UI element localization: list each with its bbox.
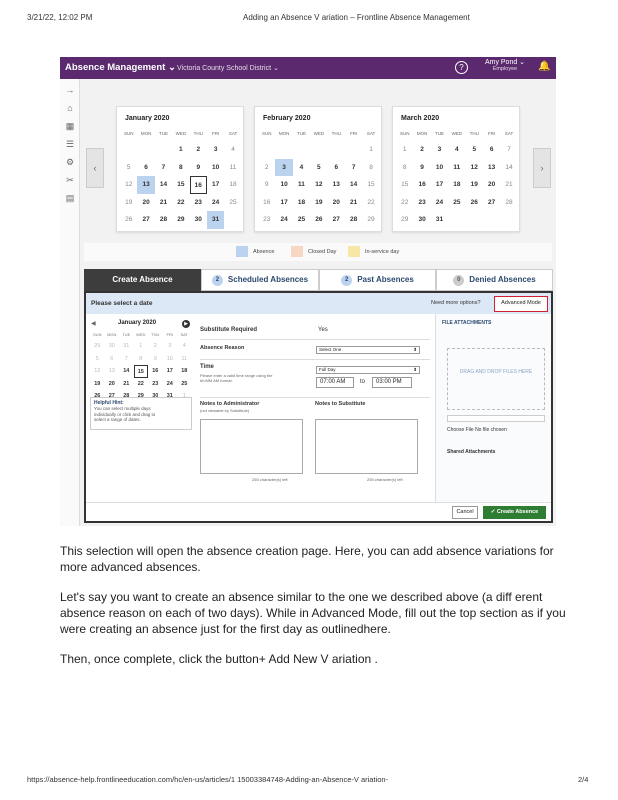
calendar-day[interactable]: 16 [263,198,271,206]
advanced-mode-button[interactable]: Advanced Mode [494,296,548,312]
time-to-label: to [360,379,366,385]
tab-create-absence[interactable] [84,269,201,291]
legend-absence [236,246,274,257]
weekday-label: SUN [261,131,272,136]
calendar-day[interactable]: 8 [179,163,183,171]
mini-calendar-day[interactable]: 7 [124,355,128,362]
mini-weekday-row [90,332,192,337]
weekday-label: TUE [434,131,444,136]
weekday-label: FRI [488,131,496,136]
mini-calendar-day[interactable]: 1 [182,393,186,399]
weekday-label: MON [416,131,428,136]
calendar-day[interactable]: 27 [142,216,150,224]
calendar-day[interactable]: 15 [367,181,375,189]
calendar-day[interactable]: 4 [299,163,304,171]
calendar-day[interactable]: 12 [315,181,323,189]
calendar-day[interactable]: 10 [212,163,220,171]
calendar-day[interactable]: 6 [489,146,494,153]
end-time-input[interactable]: 03:00 PM [372,377,412,388]
home-icon[interactable]: ⌂ [67,103,73,113]
mini-calendar-day[interactable]: 26 [94,393,101,399]
print-date: 3/21/22, 12:02 PM [27,13,93,22]
calendar-day[interactable]: 14 [159,181,168,189]
calendar-day[interactable]: 23 [263,216,271,224]
calendar-day[interactable]: 7 [351,163,356,171]
calendar-day[interactable]: 5 [126,163,131,171]
action-buttons [86,502,551,521]
calendar-day[interactable]: 26 [125,216,133,224]
mini-calendar-day[interactable]: 2 [153,343,157,349]
mini-calendar-day[interactable]: 24 [166,380,173,387]
calendar-day[interactable]: 17 [212,181,220,189]
calendar-day[interactable]: 13 [137,176,154,194]
calendar-day[interactable]: 18 [453,181,461,189]
divider [200,397,430,398]
calendar-day[interactable]: 1 [402,146,407,153]
calendar-day[interactable]: 11 [229,163,237,171]
mini-calendar-day[interactable]: 25 [181,380,188,387]
mini-calendar-day[interactable]: 10 [166,355,173,362]
month-title: March 2020 [401,115,440,122]
helpful-hint [90,397,192,430]
mini-next-icon[interactable]: ▶ [182,320,190,328]
calendar-day[interactable]: 28 [159,216,168,224]
file-attachments [435,314,551,502]
calendar-day[interactable]: 29 [401,216,409,224]
notes-admin-chars-left: 255 character(s) left [252,477,288,482]
legend-swatch-in-service [348,246,360,257]
calendar-day[interactable]: 19 [125,198,133,206]
calendar-day[interactable]: 19 [470,181,478,189]
day-grid [120,141,242,229]
calendar-day[interactable]: 15 [401,181,409,189]
calendar-day[interactable]: 20 [488,181,496,189]
calendar-day[interactable]: 30 [418,216,426,224]
tab-count-badge: 2 [212,275,223,286]
reason-select[interactable] [316,346,420,354]
select-date-label: Please select a date [91,300,153,307]
calendar-day[interactable]: 27 [488,198,496,206]
mini-calendar-day[interactable]: 18 [181,368,188,374]
weekday-label: WED [313,131,325,136]
notes-admin-label: Notes to Administrator [200,401,260,407]
mini-calendar-day[interactable]: 31 [123,343,130,349]
mini-calendar-day[interactable]: 20 [108,380,115,387]
settings-icon[interactable]: ⚙ [65,157,75,167]
calendar-day[interactable]: 14 [350,181,358,189]
mini-calendar-day[interactable]: 8 [139,355,143,362]
month-title: February 2020 [263,115,311,122]
day-grid [258,141,380,229]
start-time-input[interactable]: 07:00 AM [316,377,354,388]
calendar-day[interactable]: 27 [332,216,340,224]
calendar-day[interactable]: 14 [505,163,513,171]
legend-closed-day [291,246,336,257]
calendar-day[interactable]: 6 [334,163,339,171]
tab-scheduled-absences[interactable] [201,269,319,291]
mini-calendar-day[interactable]: 5 [95,355,99,362]
time-type-value: Full Day [319,367,336,372]
upload-progress-bar [447,415,545,422]
page-number: 2/4 [578,775,589,784]
mini-calendar-day[interactable]: 14 [123,368,130,374]
calendar-day[interactable]: 9 [196,163,201,171]
calendar-day[interactable]: 13 [488,163,496,171]
time-help: Please enter a valid time range using the hh:MM AM format. [200,373,273,383]
calendar-day[interactable]: 23 [194,198,202,206]
mini-calendar-day[interactable]: 6 [110,355,114,362]
mini-calendar-day[interactable]: 31 [166,393,173,399]
weekday-label: MON [140,131,152,136]
calendar-day[interactable]: 19 [315,198,323,206]
mini-calendar-header [88,320,192,330]
reports-icon[interactable]: ▤ [65,193,75,203]
notes-admin-sub: (not viewable by Substitute) [200,408,250,413]
calendar-day[interactable]: 25 [297,216,306,224]
weekday-label: THU [193,131,203,136]
calendar-day[interactable]: 26 [470,198,478,206]
calendar-day[interactable]: 18 [229,181,237,189]
calendar-day[interactable]: 22 [177,198,185,206]
mini-calendar-day[interactable]: 30 [108,343,115,349]
weekday-label: WED [451,131,463,136]
mini-calendar-day[interactable]: 16 [152,368,159,374]
reason-label: Absence Reason [200,345,245,351]
weekday-label: SAT [504,131,514,136]
page-header [0,13,618,25]
weekday-label: THU [469,131,479,136]
notes-sub-chars-left: 255 character(s) left [367,477,403,482]
calendar-day[interactable]: 10 [280,181,288,189]
legend-in-service-day [348,246,399,257]
calendar-day[interactable]: 21 [159,198,168,206]
notes-sub-label: Notes to Substitute [315,401,366,407]
calendar-day[interactable]: 2 [264,163,269,171]
body-paragraph-3: Then, once complete, click the button+ Add New V ariation . [60,652,378,666]
weekday-label: SAT [228,131,238,136]
mini-calendar-day[interactable]: 1 [139,343,143,349]
time-type-select[interactable] [316,366,420,374]
select-arrows-icon: ⬍ [413,367,417,372]
calendar-day[interactable]: 20 [332,198,340,206]
month-calendar-january [116,106,244,232]
cancel-button[interactable]: Cancel [452,506,478,519]
weekday-row [120,131,242,136]
weekday-label: WED [136,332,146,337]
legend-label: In-service day [365,248,400,255]
create-absence-panel [84,291,553,523]
mini-calendar-day[interactable]: 4 [182,343,186,349]
notes-sub-textarea[interactable] [315,419,418,474]
mini-calendar-day[interactable]: 11 [181,355,188,362]
calendar-day[interactable]: 5 [317,163,321,171]
calendar-day[interactable]: 9 [420,163,424,171]
hint-title: Helpful Hint: [94,400,124,406]
exit-icon[interactable]: → [65,85,75,95]
weekday-label: FRI [350,131,358,136]
weekday-label: MON [107,332,117,337]
calendar-day[interactable]: 25 [229,198,237,206]
print-title: Adding an Absence V ariation – Frontline Absence Management [243,13,470,22]
day-grid [396,141,518,229]
calendar-day[interactable]: 16 [418,181,426,189]
divider [200,339,430,340]
tab-label: Denied Absences [469,275,536,284]
calendar-day[interactable]: 12 [470,163,478,171]
messages-icon[interactable]: ☰ [65,139,75,149]
calendar-day[interactable]: 24 [435,198,444,206]
weekday-label: SAT [180,332,188,337]
mini-calendar-day[interactable]: 22 [137,380,144,387]
calendar-day[interactable]: 24 [280,216,288,224]
mini-calendar-day[interactable]: 27 [108,393,115,399]
help-icon[interactable]: ? [455,61,468,74]
calendar-day[interactable]: 11 [298,181,305,189]
create-absence-button[interactable]: ✓ Create Absence [483,506,546,519]
tab-count-badge: 0 [453,275,464,286]
calendar-day[interactable]: 24 [212,198,220,206]
tab-past-absences[interactable] [319,269,436,291]
mini-calendar-day[interactable]: 23 [152,380,159,387]
next-months-button[interactable]: › [533,148,551,188]
weekday-label: MON [278,131,290,136]
calendar-day[interactable]: 31 [435,216,444,224]
user-role: Employee [492,66,518,72]
notes-admin-textarea[interactable] [200,419,303,474]
prev-months-button[interactable]: ‹ [86,148,104,188]
calendar-legend [84,243,552,261]
calendar-day[interactable]: 22 [401,198,409,206]
tab-denied-absences[interactable] [436,269,553,291]
calendar-day[interactable]: 31 [207,211,224,229]
district-selector[interactable]: Victoria County School District ⌄ [177,65,279,72]
month-calendar-march [392,106,520,232]
footer-url: https://absence-help.frontlineeducation.com/hc/en-us/articles/1 15003384748-Adding-an-Absence-V ariation- [27,775,389,784]
calendar-day[interactable]: 21 [505,181,513,189]
month-title: January 2020 [125,115,170,122]
calendar-day[interactable]: 17 [280,198,288,206]
calendar-day[interactable]: 18 [297,198,306,206]
sidebar [60,79,80,526]
calendar-day[interactable]: 4 [455,146,459,153]
calendar-day[interactable]: 23 [418,198,426,206]
weekday-label: FRI [166,332,173,337]
calendar-day[interactable]: 15 [177,181,185,189]
calendar-day[interactable]: 26 [315,216,323,224]
mini-calendar-day[interactable]: 30 [152,393,159,399]
calendar-day[interactable]: 25 [453,198,461,206]
app-screenshot [60,57,556,526]
legend-swatch-absence [236,246,248,257]
calendar-day[interactable]: 1 [369,146,373,153]
weekday-label: TUE [122,332,131,337]
substitute-label: Substitute Required [200,327,258,333]
mini-month-title: January 2020 [118,320,157,326]
tools-icon[interactable]: ✂ [66,175,74,185]
weekday-label: SUN [93,332,102,337]
calendar-icon[interactable]: ▦ [65,121,75,131]
hint-body: You can select multiple days individually or click and drag to select a range of dates. [94,406,156,422]
mini-calendar-day[interactable]: 29 [94,343,101,349]
calendar-day[interactable]: 11 [453,163,461,171]
user-name: Amy Pond ⌄ [484,59,526,66]
attachments-title: FILE ATTACHMENTS [442,320,492,326]
date-select-bar [86,293,551,314]
body-paragraph-1: This selection will open the absence creation page. Here, you can add absence variations for more advanced absences. [60,544,554,574]
calendar-day[interactable]: 12 [125,181,133,189]
mini-calendar-day[interactable]: 3 [168,343,172,349]
choose-file-button[interactable]: Choose File No file chosen [447,427,507,433]
calendar-day[interactable]: 30 [194,216,202,224]
app-topbar [60,57,556,79]
calendar-day[interactable]: 21 [350,198,358,206]
reason-select-value: Select One [319,347,342,352]
mini-calendar-day[interactable]: 12 [94,368,101,374]
calendar-day[interactable]: 20 [142,198,150,206]
mini-calendar-day[interactable]: 15 [134,365,149,378]
calendar-day[interactable]: 6 [144,163,148,171]
weekday-label: TUE [296,131,306,136]
mini-calendar-day[interactable]: 17 [166,368,173,374]
legend-label: Absence [253,248,275,255]
calendar-day[interactable]: 8 [402,163,407,171]
legend-label: Closed Day [308,248,337,255]
weekday-row [396,131,518,136]
weekday-row [258,131,380,136]
calendar-day[interactable]: 1 [179,146,183,153]
select-arrows-icon: ⬍ [413,347,417,352]
calendar-day[interactable]: 8 [369,163,373,171]
body-paragraph-2: Let's say you want to create an absence similar to the one we described above (a diff erent absence reason on each of two days). While in Advanced Mode, fill out the top section as if you were creating an absence just for the first day as outlinedhere. [60,590,566,636]
mini-calendar-day[interactable]: 28 [123,393,130,399]
month-calendar-february [254,106,382,232]
mini-prev-icon[interactable]: ◀ [91,321,96,327]
calendar-day[interactable]: 17 [435,181,444,189]
tab-label: Past Absences [357,275,414,284]
weekday-label: THU [151,332,160,337]
calendar-day[interactable]: 10 [435,163,444,171]
bell-icon[interactable]: 🔔 [538,61,551,72]
mini-calendar-day[interactable]: 13 [108,368,115,374]
mini-calendar-day[interactable]: 19 [94,380,101,387]
drop-zone[interactable]: DRAG AND DROP FILES HERE [447,348,545,410]
calendar-day[interactable]: 2 [420,146,424,153]
weekday-label: FRI [212,131,220,136]
substitute-value: Yes [318,327,328,333]
mini-calendar-day[interactable]: 21 [123,380,130,387]
time-label: Time [200,364,214,370]
mini-day-grid [90,340,192,403]
calendar-day[interactable]: 13 [332,181,340,189]
weekday-label: SUN [123,131,134,136]
tab-count-badge: 2 [341,275,352,286]
calendar-day[interactable]: 3 [213,146,218,153]
weekday-label: TUE [158,131,168,136]
calendar-day[interactable]: 16 [190,176,207,194]
tab-label: Scheduled Absences [227,275,309,284]
tab-label: Create Absence [112,275,173,284]
calendar-day[interactable]: 28 [505,198,513,206]
divider [200,359,430,360]
calendar-day[interactable]: 9 [264,181,269,189]
legend-swatch-closed [291,246,303,257]
app-menu[interactable]: Absence Management ⌄ [65,62,176,73]
weekday-label: THU [331,131,341,136]
weekday-label: SAT [366,131,376,136]
more-options-text: Need more options? [431,300,481,306]
calendar-day[interactable]: 3 [437,146,442,153]
shared-attachments-label: Shared Attachments [447,449,496,455]
calendar-day[interactable]: 2 [196,146,201,153]
mini-calendar-day[interactable]: 29 [137,393,144,399]
calendar-day[interactable]: 29 [367,216,375,224]
mini-calendar-day[interactable]: 9 [153,355,157,362]
calendar-day[interactable]: 7 [161,163,166,171]
calendar-day[interactable]: 5 [472,146,477,153]
weekday-label: SUN [399,131,410,136]
calendar-day[interactable]: 22 [367,198,375,206]
calendar-day[interactable]: 7 [507,146,511,153]
weekday-label: WED [175,131,187,136]
calendar-day[interactable]: 28 [350,216,358,224]
user-menu[interactable] [480,58,530,72]
calendar-day[interactable]: 3 [275,159,292,177]
calendar-day[interactable]: 4 [231,146,235,153]
calendar-day[interactable]: 29 [177,216,185,224]
